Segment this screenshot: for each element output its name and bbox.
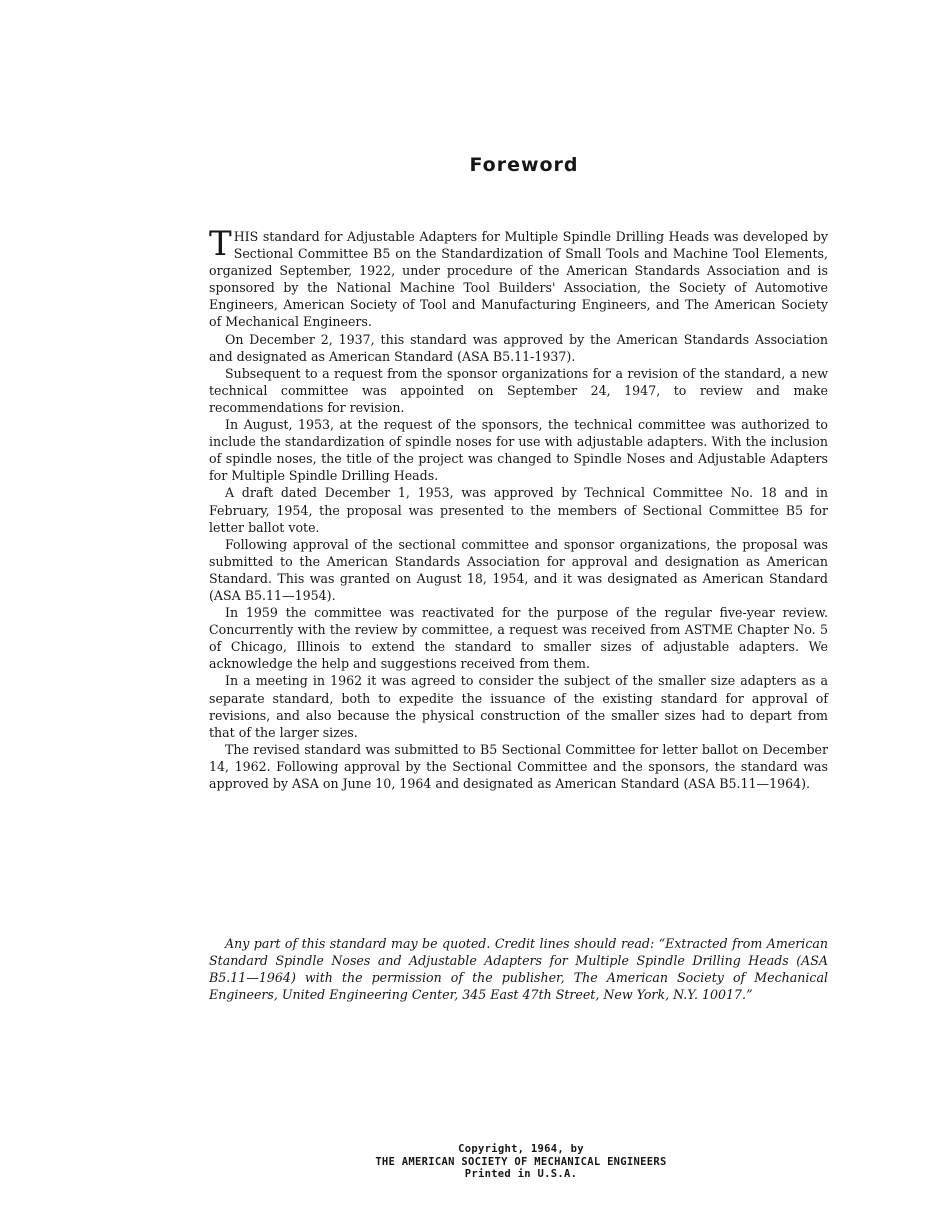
page-title: Foreword [469, 154, 579, 176]
foreword-paragraph: In August, 1953, at the request of the sponsors, the technical committee was authorized to include the standardization of spindle noses for use with adjustable adapters. With the inclusion of spindle noses, the title of the project was changed to Spindle Noses and Adjustable Adapters for Multiple Spindle Drilling Heads. [209, 417, 828, 484]
foreword-paragraph: On December 2, 1937, this standard was approved by the American Standards Association and designated as American Standard (ASA B5.11-1937). [209, 331, 828, 364]
foreword-paragraph: Following approval of the sectional committee and sponsor organizations, the proposal was submitted to the American Standards Association for approval and designation as American Standard. This was granted on August 18, 1954, and it was designated as American Standard (ASA B5.11—1954). [209, 536, 828, 603]
printed-in-line: Printed in U.S.A. [464, 1168, 578, 1180]
drop-cap: T [209, 224, 232, 264]
foreword-paragraph: The revised standard was submitted to B5 Sectional Committee for letter ballot on December 14, 1962. Following approval by the Sectional Committee and the sponsors, the standard was approved by ASA on June 10, 1964 and designated as American Standard (ASA B5.11—1964). [209, 741, 828, 791]
foreword-paragraph: Subsequent to a request from the sponsor organizations for a revision of the standard, a new technical committee was appointed on September 24, 1947, to review and make recommendations for revision. [209, 365, 828, 415]
copyright-line: Copyright, 1964, by [458, 1143, 584, 1155]
publisher-name: THE AMERICAN SOCIETY OF MECHANICAL ENGINEERS [375, 1155, 667, 1168]
foreword-paragraph: A draft dated December 1, 1953, was approved by Technical Committee No. 18 and in February, 1954, the proposal was presented to the members of Sectional Committee B5 for letter ballot vote. [209, 485, 828, 535]
copyright-block [0, 1143, 950, 1181]
foreword-paragraph: In a meeting in 1962 it was agreed to consider the subject of the smaller size adapters as a separate standard, both to expedite the issuance of the existing standard for approval of revisions, and also because the physical construction of the smaller sizes had to depart from that of the larger sizes. [209, 673, 828, 740]
foreword-body [209, 224, 828, 792]
foreword-paragraph [209, 224, 828, 331]
credit-line-note: Any part of this standard may be quoted. Credit lines should read: “Extracted from American Standard Spindle Noses and Adjustable Adapters for Multiple Spindle Drilling Heads (ASA B5.11—1964) with the permission of the publisher, The American Society of Mechanical Engineers, United Engineering Center, 345 East 47th Street, New York, N.Y. 10017.” [209, 936, 828, 1003]
foreword-paragraph: In 1959 the committee was reactivated for the purpose of the regular five-year review. Concurrently with the review by committee, a request was received from ASTME Chapter No. 5 of Chicago, Illinois to extend the standard to smaller sizes of adjustable adapters. We acknowledge the help and suggestions received from them. [209, 605, 828, 672]
foreword-paragraph-text: HIS standard for Adjustable Adapters for Multiple Spindle Drilling Heads was developed by Sectional Committee B5 on the Standardization of Small Tools and Machine Tool Elements, organized September, 1922, under procedure of the American Standards Association and is sponsored by the National Machine Tool Builders' Association, the Society of Automotive Engineers, American Society of Tool and Manufacturing Engineers, and The American Society of Mechanical Engineers. [209, 229, 828, 330]
